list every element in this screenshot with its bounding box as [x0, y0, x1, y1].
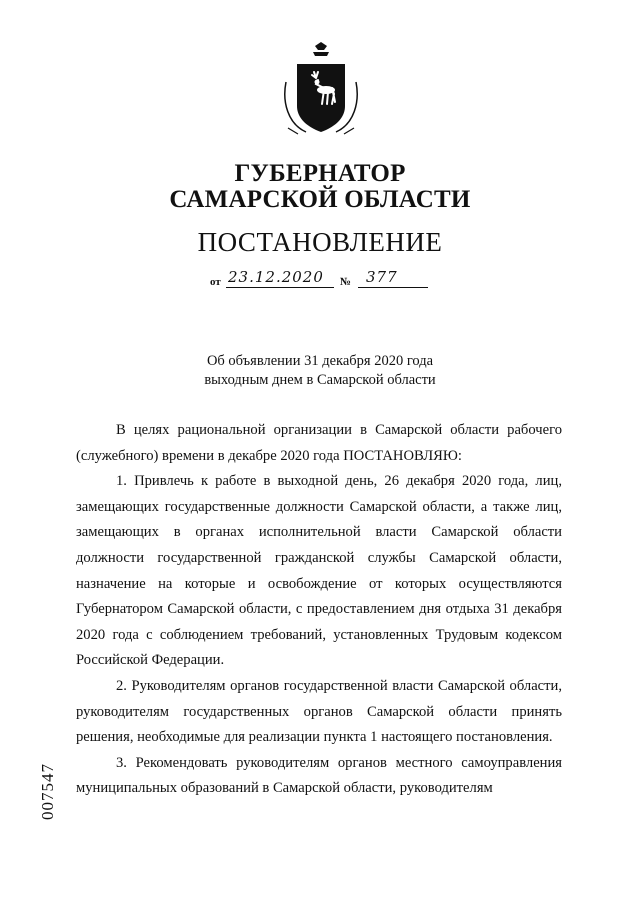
- samara-coat-of-arms-icon: [280, 42, 362, 138]
- date-underline: [226, 287, 334, 288]
- issuer-title-line1: ГУБЕРНАТОР: [234, 160, 406, 187]
- item-1-paragraph: 1. Привлечь к работе в выходной день, 26 декабря 2020 года, лиц, замещающих государственные должности Самарской области, а также лиц, замещающих в органах исполнительной власти Самарской области должности государственной гражданской службы Самарской области, назначение на которые и освобождение от которых осуществляются Губернатором Самарской области, с предоставлением дня отдыха 31 декабря 2020 года с соблюдением требований, установленных Трудовым кодексом Российской Федерации.: [76, 473, 562, 669]
- number-value: 377: [366, 268, 398, 286]
- number-prefix: №: [340, 276, 352, 288]
- number-underline: [358, 287, 428, 288]
- document-body: [76, 418, 562, 802]
- subject-line1: Об объявлении 31 декабря 2020 года: [206, 353, 434, 369]
- preamble-paragraph: В целях рациональной организации в Самарской области рабочего (служебного) времени в декабре 2020 года ПОСТАНОВЛЯЮ:: [76, 422, 562, 464]
- issuer-title-line2: САМАРСКОЙ ОБЛАСТИ: [169, 186, 471, 213]
- document-subject: [0, 352, 640, 390]
- subject-line2: выходным днем в Самарской области: [204, 372, 436, 388]
- date-value: 23.12.2020: [228, 268, 324, 286]
- item-2-paragraph: 2. Руководителям органов государственной власти Самарской области, руководителям государственных органов Самарской области принять решения, необходимые для реализации пункта 1 настоящего постановления.: [76, 677, 562, 746]
- date-prefix: от: [210, 276, 221, 288]
- item-3-paragraph: 3. Рекомендовать руководителям органов местного самоуправления муниципальных образований в Самарской области, руководителям: [76, 754, 562, 797]
- margin-stamp-number: 007547: [38, 763, 57, 820]
- document-type: ПОСТАНОВЛЕНИЕ: [197, 227, 443, 257]
